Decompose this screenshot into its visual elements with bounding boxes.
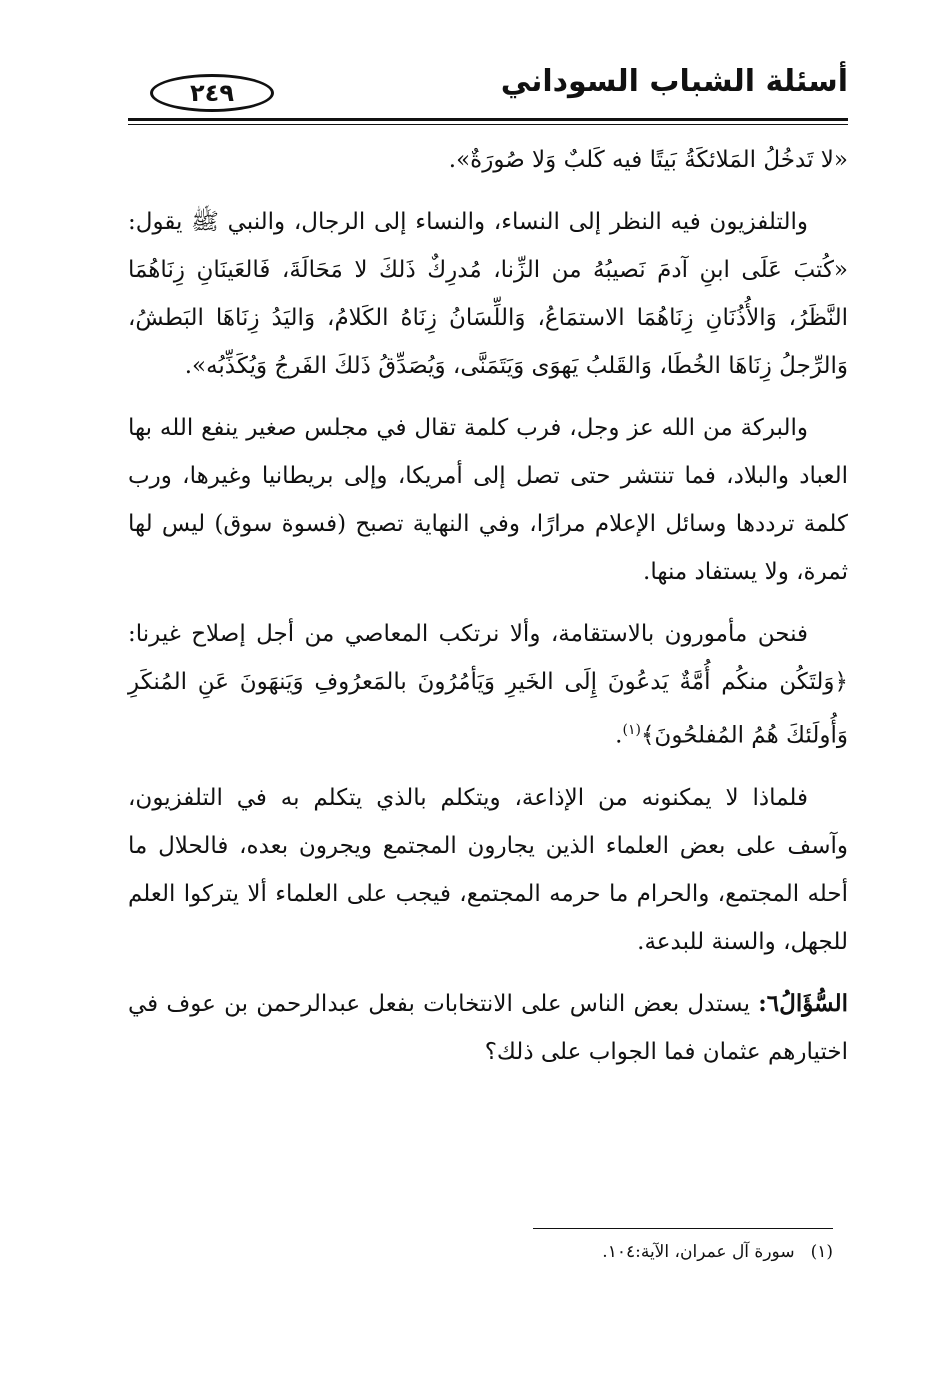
question-text: يستدل بعض الناس على الانتخابات بفعل عبدالرحمن بن عوف في اختيارهم عثمان فما الجواب على ذلك؟: [128, 990, 848, 1065]
blessing-paragraph: والبركة من الله عز وجل، فرب كلمة تقال في مجلس صغير ينفع الله بها العباد والبلاد، فما تنتشر حتى تصل إلى أمريكا، وإلى بريطانيا وغيرها، ورب كلمة ترددها وسائل الإعلام مرارًا، وفي النهاية تصبح (فسوة سوق) ليس لها ثمرة، ولا يستفاد منها.: [128, 415, 848, 585]
question-label: السُّؤَالُ٦:: [758, 989, 849, 1017]
header-rule-thick: [128, 118, 848, 121]
quran-verse-text: فنحن مأمورون بالاستقامة، وألا نرتكب المعاصي من أجل إصلاح غيرنا: ﴿وَلتَكُن منكُم أُمَّةٌ يَدعُونَ إِلَى الخَيرِ وَيَأمُرُونَ بالمَعرُوفِ وَيَنهَونَ عَنِ المُنكَرِ وَأُولَئكَ هُمُ المُفلحُونَ﴾: [128, 621, 848, 749]
header-rule-thin: [128, 124, 848, 125]
footnote-ref[interactable]: (١): [622, 722, 641, 738]
page-number-badge: [150, 74, 274, 112]
body-text: [128, 136, 848, 1076]
page-number: ٢٤٩: [190, 79, 234, 107]
footnote-text: سورة آل عمران، الآية:١٠٤.: [602, 1242, 795, 1262]
footnote-number: (١): [810, 1242, 833, 1262]
footnote: [602, 1242, 833, 1262]
radio-paragraph: فلماذا لا يمكنونه من الإذاعة، ويتكلم بالذي يتكلم به في التلفزيون، وآسف على بعض العلماء الذين يجارون المجتمع ويجرون بعده، فالحلال ما أحله المجتمع، والحرام ما حرمه المجتمع، فيجب على العلماء ألا يتركوا العلم للجهل، والسنة للبدعة.: [128, 784, 848, 955]
question-paragraph: [128, 980, 848, 1076]
hadith-paragraph-1: «لا تَدخُلُ المَلائكَةُ بَيتًا فيه كَلبٌ وَلا صُورَةٌ».: [448, 147, 848, 173]
television-paragraph: والتلفزيون فيه النظر إلى النساء، والنساء إلى الرجال، والنبي ﷺ يقول: «كُتبَ عَلَى ابنِ آدمَ نَصيبُهُ من الزِّنا، مُدرِكٌ ذَلكَ لا مَحَالَةَ، فَالعَينَانِ زِنَاهُمَا النَّظَرُ، وَالأُذُنَانِ زِنَاهُمَا الاستمَاعُ، وَاللِّسَانُ زِنَاهُ الكَلامُ، وَاليَدُ زِنَاهَا البَطشُ، وَالرِّجلُ زِنَاهَا الخُطَا، وَالقَلبُ يَهوَى وَيَتَمَنَّى، وَيُصَدِّقُ ذَلكَ الفَرجُ وَيُكَذِّبُه».: [128, 209, 848, 379]
quran-verse-paragraph: فنحن مأمورون بالاستقامة، وألا نرتكب المعاصي من أجل إصلاح غيرنا: ﴿وَلتَكُن منكُم أُمَّةٌ يَدعُونَ إِلَى الخَيرِ وَيَأمُرُونَ بالمَعرُوفِ وَيَنهَونَ عَنِ المُنكَرِ وَأُولَئكَ هُمُ المُفلحُونَ﴾$^{(١)}$.: [128, 621, 848, 749]
book-title: أسئلة الشباب السوداني: [500, 64, 848, 99]
page-header: [128, 58, 848, 122]
footnote-rule: [533, 1228, 833, 1229]
